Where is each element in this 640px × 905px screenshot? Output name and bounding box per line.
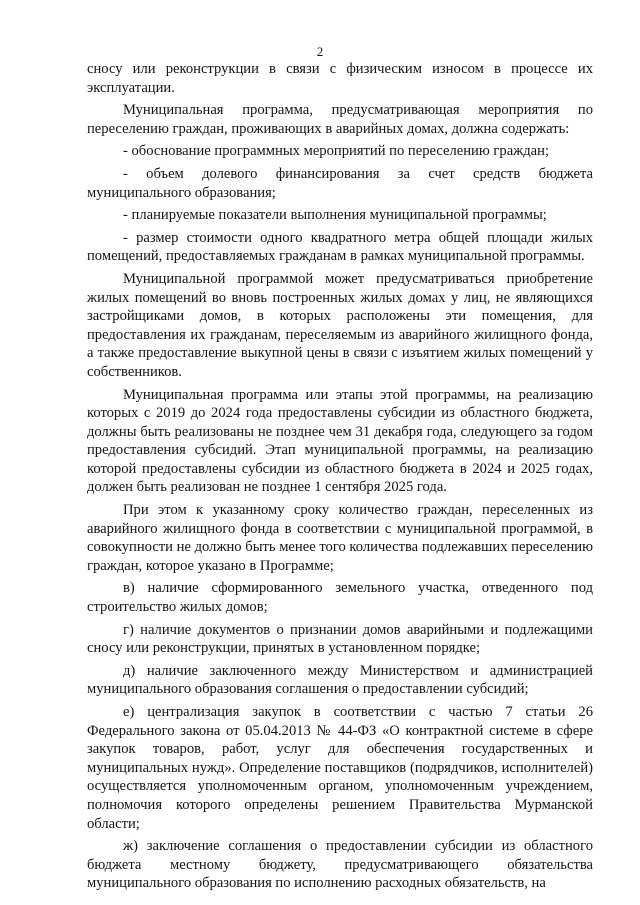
paragraph-deadlines: Муниципальная программа или этапы этой программы, на реализацию которых с 2019 до 2024 года предоставлены субсидии из областного бюджета, должны быть реализованы не позднее чем 31 декабря года, следующего за годом предоставления субсидий. Этап муниципальной программы, на реализацию которой предоставлены субсидии из областного бюджета в 2024 и 2025 годах, должен быть реализован не позднее 1 сентября 2025 года.: [87, 386, 593, 496]
page-number: 2: [316, 44, 324, 59]
condition-d-agreement: д) наличие заключенного между Министерством и администрацией муниципального образования соглашения о предоставлении субсидий;: [87, 662, 593, 698]
list-item-cofinancing: - объем долевого финансирования за счет средств бюджета муниципального образования;: [87, 165, 593, 201]
list-item-indicators: - планируемые показатели выполнения муниципальной программы;: [123, 207, 547, 224]
paragraph-continuation: сносу или реконструкции в связи с физическим износом в процессе их эксплуатации.: [87, 61, 593, 96]
list-item-square-meter-cost: - размер стоимости одного квадратного метра общей площади жилых помещений, предоставляемых гражданам в рамках муниципальной программы.: [87, 229, 593, 265]
document-body: [87, 60, 593, 897]
condition-v-land-plot: в) наличие сформированного земельного участка, отведенного под строительство жилых домов;: [87, 580, 593, 616]
condition-zh-subsidy-agreement: ж) заключение соглашения о предоставлении субсидии из областного бюджета местному бюджету, предусматривающего обязательства муниципального образования по исполнению расходных обязательств, на: [87, 838, 593, 892]
paragraph-program-requirements: Муниципальная программа, предусматривающая мероприятия по переселению граждан, проживающих в аварийных домах, должна содержать:: [87, 102, 593, 137]
list-item-justification: - обоснование программных мероприятий по переселению граждан;: [123, 143, 550, 160]
paragraph-acquisition: Муниципальной программой может предусматриваться приобретение жилых помещений во вновь построенных жилых домах у лиц, не являющихся застройщиками домов, в которых расположены эти помещения, для предоставления их гражданам, переселяемым из аварийного жилищного фонда, а также предоставление выкупной цены в связи с изъятием жилых помещений у собственников.: [87, 270, 593, 380]
paragraph-resettled-count: При этом к указанному сроку количество граждан, переселенных из аварийного жилищного фонда в соответствии с муниципальной программой, в совокупности не должно быть менее того количества подлежавших переселению граждан, которое указано в Программе;: [87, 502, 593, 574]
condition-e-procurement: е) централизация закупок в соответствии с частью 7 статьи 26 Федерального закона от 05.04.2013 № 44-ФЗ «О контрактной системе в сфере закупок товаров, работ, услуг для обеспечения государственных и муниципальных нужд». Определение поставщиков (подрядчиков, исполнителей) осуществляется уполномоченным органом, уполномоченным учреждением, полномочия которого определены решением Правительства Мурманской области;: [87, 704, 593, 832]
condition-g-documents: г) наличие документов о признании домов аварийными и подлежащими сносу или реконструкции, принятых в установленном порядке;: [87, 621, 593, 657]
